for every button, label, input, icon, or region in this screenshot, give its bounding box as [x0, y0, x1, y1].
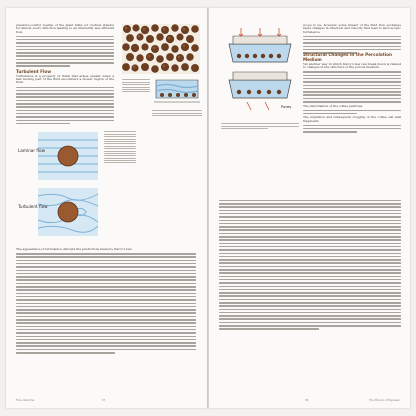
- left-intro-paragraph: pressure-control regime of the giant blind (or cushion stands) for almost every direction leading to an inherently less efficient flow.: [16, 23, 114, 34]
- right-intro-paragraph: scope to be, however, some impact of the fluid flow exchange rapid changes in direction and velocity that lead to microscopic turbulence.: [303, 23, 401, 34]
- right-column-structural: [303, 50, 401, 135]
- figure-caption-basket: [221, 122, 299, 131]
- right-column-bottom: [219, 198, 401, 332]
- tamper-basket-illustration: [221, 22, 299, 120]
- right-page: [209, 8, 410, 408]
- coffee-grounds-illustration: [122, 24, 200, 74]
- left-column-bottom: [16, 248, 196, 355]
- figure-caption-grounds: [122, 78, 150, 94]
- section-heading-turbulent-flow: Turbulent Flow: [16, 68, 52, 74]
- figure-label-turbulent: Turbulent flow: [18, 204, 48, 209]
- left-footer: Flow dilemma: [16, 399, 35, 402]
- laminar-turbulent-illustration: [16, 128, 102, 240]
- left-column-top: [16, 24, 114, 126]
- turbulent-flow-paragraph: Turbulence is a property of fluids that arises usually when a fast moving part of the fluid encounters a slower region of the fluid.: [16, 73, 114, 85]
- structural-changes-paragraph: Yet another way in which Darcy's law can break down is related to changes in the structure of the porous medium.: [303, 62, 401, 70]
- figure-caption-flow: [152, 109, 202, 118]
- figure-label-laminar: Laminar flow: [18, 148, 46, 153]
- right-page-number: 38: [305, 399, 309, 402]
- water-flow-diagram: [152, 76, 202, 108]
- figure-caption-laminar: [104, 130, 136, 165]
- section-heading-structural-changes: Structural Changes in the Percolation Medium: [303, 52, 393, 62]
- list-item-deformation: The deformation of the coffee particles: [303, 103, 363, 108]
- figure-label-pores: Pores: [281, 104, 292, 109]
- left-page-number: 37: [102, 399, 106, 402]
- darcy-law-paragraph: The appearance of turbulence disrupts the predictions made by Darcy's law.: [16, 247, 133, 251]
- right-footer: The Physics of Espresso: [369, 399, 400, 402]
- list-item-migration: The migration and subsequent clogging of the coffee cell wall fragments: [303, 115, 401, 123]
- left-page: [6, 8, 207, 408]
